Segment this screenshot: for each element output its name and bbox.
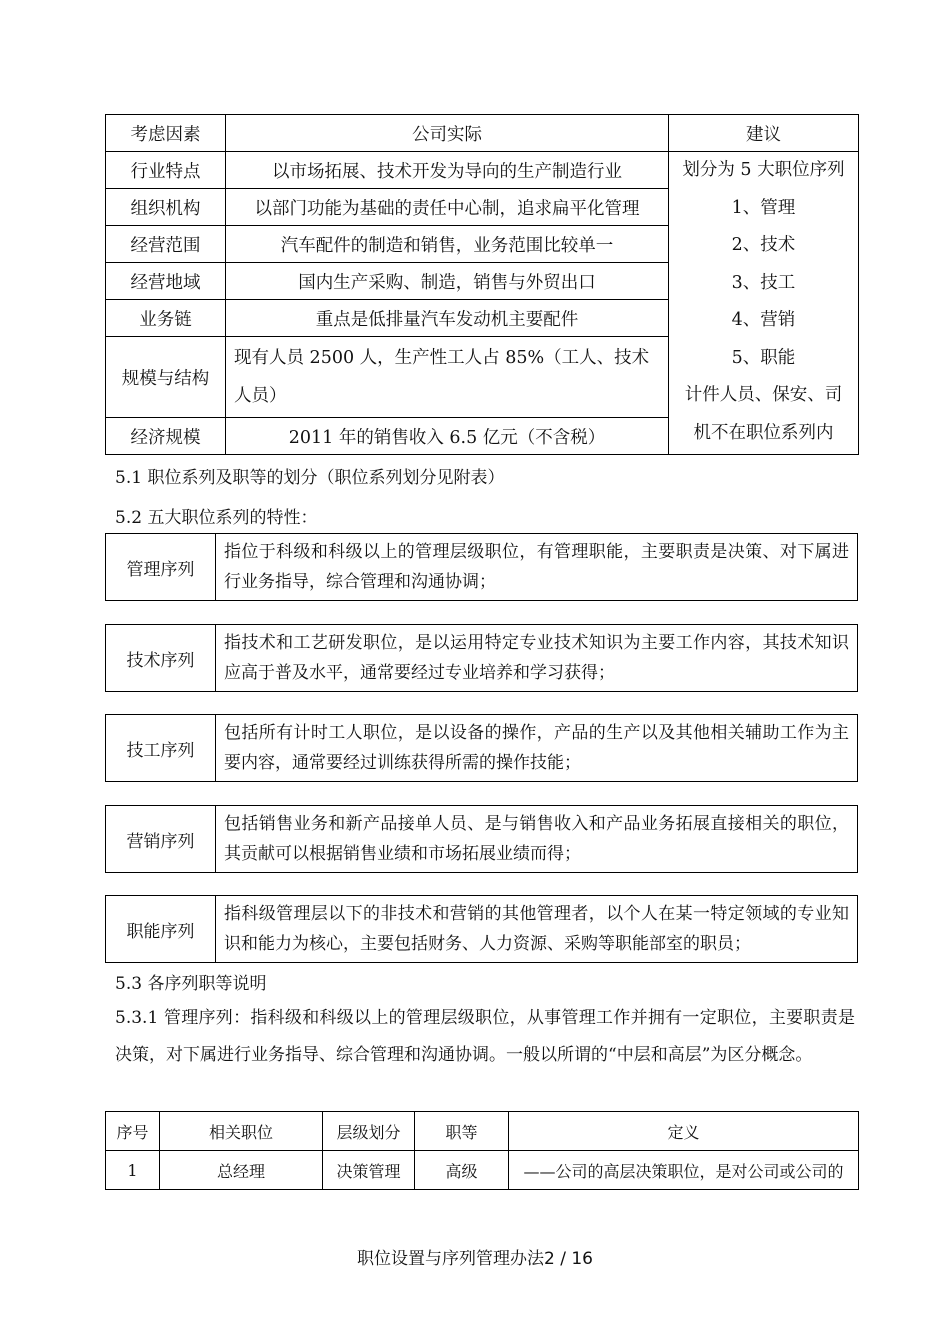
- factors-table: [105, 114, 859, 455]
- actual-cell: 以市场拓展、技术开发为导向的生产制造行业: [226, 152, 669, 189]
- section-5-2: 5.2 五大职位系列的特性：: [115, 508, 318, 528]
- header-factor: 考虑因素: [106, 115, 226, 152]
- series-desc: 指位于科级和科级以上的管理层级职位，有管理职能，主要职责是决策、对下属进行业务指导，综合管理和沟通协调；: [216, 534, 858, 601]
- factor-cell: 规模与结构: [106, 337, 226, 418]
- suggestion-line: 计件人员、保安、司: [684, 385, 843, 405]
- actual-cell: 现有人员 2500 人，生产性工人占 85%（工人、技术人员）: [226, 337, 669, 418]
- suggestion-line: 划分为 5 大职位序列: [682, 160, 845, 180]
- header-no: 序号: [106, 1112, 160, 1151]
- actual-cell: 以部门功能为基础的责任中心制，追求扁平化管理: [226, 189, 669, 226]
- factor-cell: 经营范围: [106, 226, 226, 263]
- suggestion-line: 5、职能: [731, 347, 796, 368]
- series-name: 技术序列: [106, 625, 216, 692]
- series-box-technical: [105, 624, 858, 692]
- section-5-1: 5.1 职位系列及职等的划分（职位系列划分见附表）: [115, 468, 505, 488]
- actual-cell: 汽车配件的制造和销售，业务范围比较单一: [226, 226, 669, 263]
- series-box-marketing: [105, 805, 858, 873]
- cell-level: 决策管理: [323, 1151, 415, 1190]
- actual-cell: 国内生产采购、制造，销售与外贸出口: [226, 263, 669, 300]
- header-actual: 公司实际: [226, 115, 669, 152]
- table-header-row: [106, 1112, 859, 1151]
- suggestion-cell: [669, 152, 859, 455]
- cell-position: 总经理: [160, 1151, 323, 1190]
- series-name: 技工序列: [106, 715, 216, 782]
- series-name: 职能序列: [106, 896, 216, 963]
- header-definition: 定义: [509, 1112, 859, 1151]
- header-position: 相关职位: [160, 1112, 323, 1151]
- suggestion-line: 3、技工: [731, 272, 796, 293]
- section-5-3: 5.3 各序列职等说明: [115, 974, 267, 994]
- factor-cell: 业务链: [106, 300, 226, 337]
- series-desc: 指技术和工艺研发职位，是以运用特定专业技术知识为主要工作内容，其技术知识应高于普及水平，通常要经过专业培养和学习获得；: [216, 625, 858, 692]
- table-row: [106, 1151, 859, 1190]
- cell-definition: ——公司的高层决策职位，是对公司或公司的: [509, 1151, 859, 1190]
- header-level: 层级划分: [323, 1112, 415, 1151]
- series-box-functional: [105, 895, 858, 963]
- table-header-row: [106, 115, 859, 152]
- series-name: 管理序列: [106, 534, 216, 601]
- factor-cell: 组织机构: [106, 189, 226, 226]
- section-5-3-1-paragraph: 5.3.1 管理序列：指科级和科级以上的管理层级职位，从事管理工作并拥有一定职位，主要职责是决策，对下属进行业务指导、综合管理和沟通协调。一般以所谓的“中层和高层”为区分概念。: [115, 1008, 855, 1065]
- suggestion-line: 4、营销: [731, 310, 796, 330]
- suggestion-line: 机不在职位系列内: [693, 422, 834, 443]
- series-desc: 包括销售业务和新产品接单人员、是与销售收入和产品业务拓展直接相关的职位，其贡献可以根据销售业绩和市场拓展业绩而得；: [216, 806, 858, 873]
- page-footer: 职位设置与序列管理办法2 / 16: [357, 1249, 593, 1269]
- factor-cell: 经营地域: [106, 263, 226, 300]
- table-row: [106, 152, 859, 189]
- header-suggestion: 建议: [669, 115, 859, 152]
- series-box-skilled: [105, 714, 858, 782]
- series-desc: 指科级管理层以下的非技术和营销的其他管理者，以个人在某一特定领域的专业知识和能力为核心，主要包括财务、人力资源、采购等职能部室的职员；: [216, 896, 858, 963]
- series-box-management: [105, 533, 858, 601]
- suggestion-line: 2、技术: [731, 235, 796, 255]
- factor-cell: 经济规模: [106, 418, 226, 455]
- cell-no: 1: [106, 1151, 160, 1190]
- header-grade: 职等: [415, 1112, 509, 1151]
- cell-grade: 高级: [415, 1151, 509, 1190]
- factor-cell: 行业特点: [106, 152, 226, 189]
- series-name: 营销序列: [106, 806, 216, 873]
- actual-cell: 重点是低排量汽车发动机主要配件: [226, 300, 669, 337]
- actual-cell: 2011 年的销售收入 6.5 亿元（不含税）: [226, 418, 669, 455]
- suggestion-line: 1、管理: [731, 197, 796, 218]
- series-desc: 包括所有计时工人职位，是以设备的操作，产品的生产以及其他相关辅助工作为主要内容，通常要经过训练获得所需的操作技能；: [216, 715, 858, 782]
- management-grade-table: [105, 1111, 859, 1190]
